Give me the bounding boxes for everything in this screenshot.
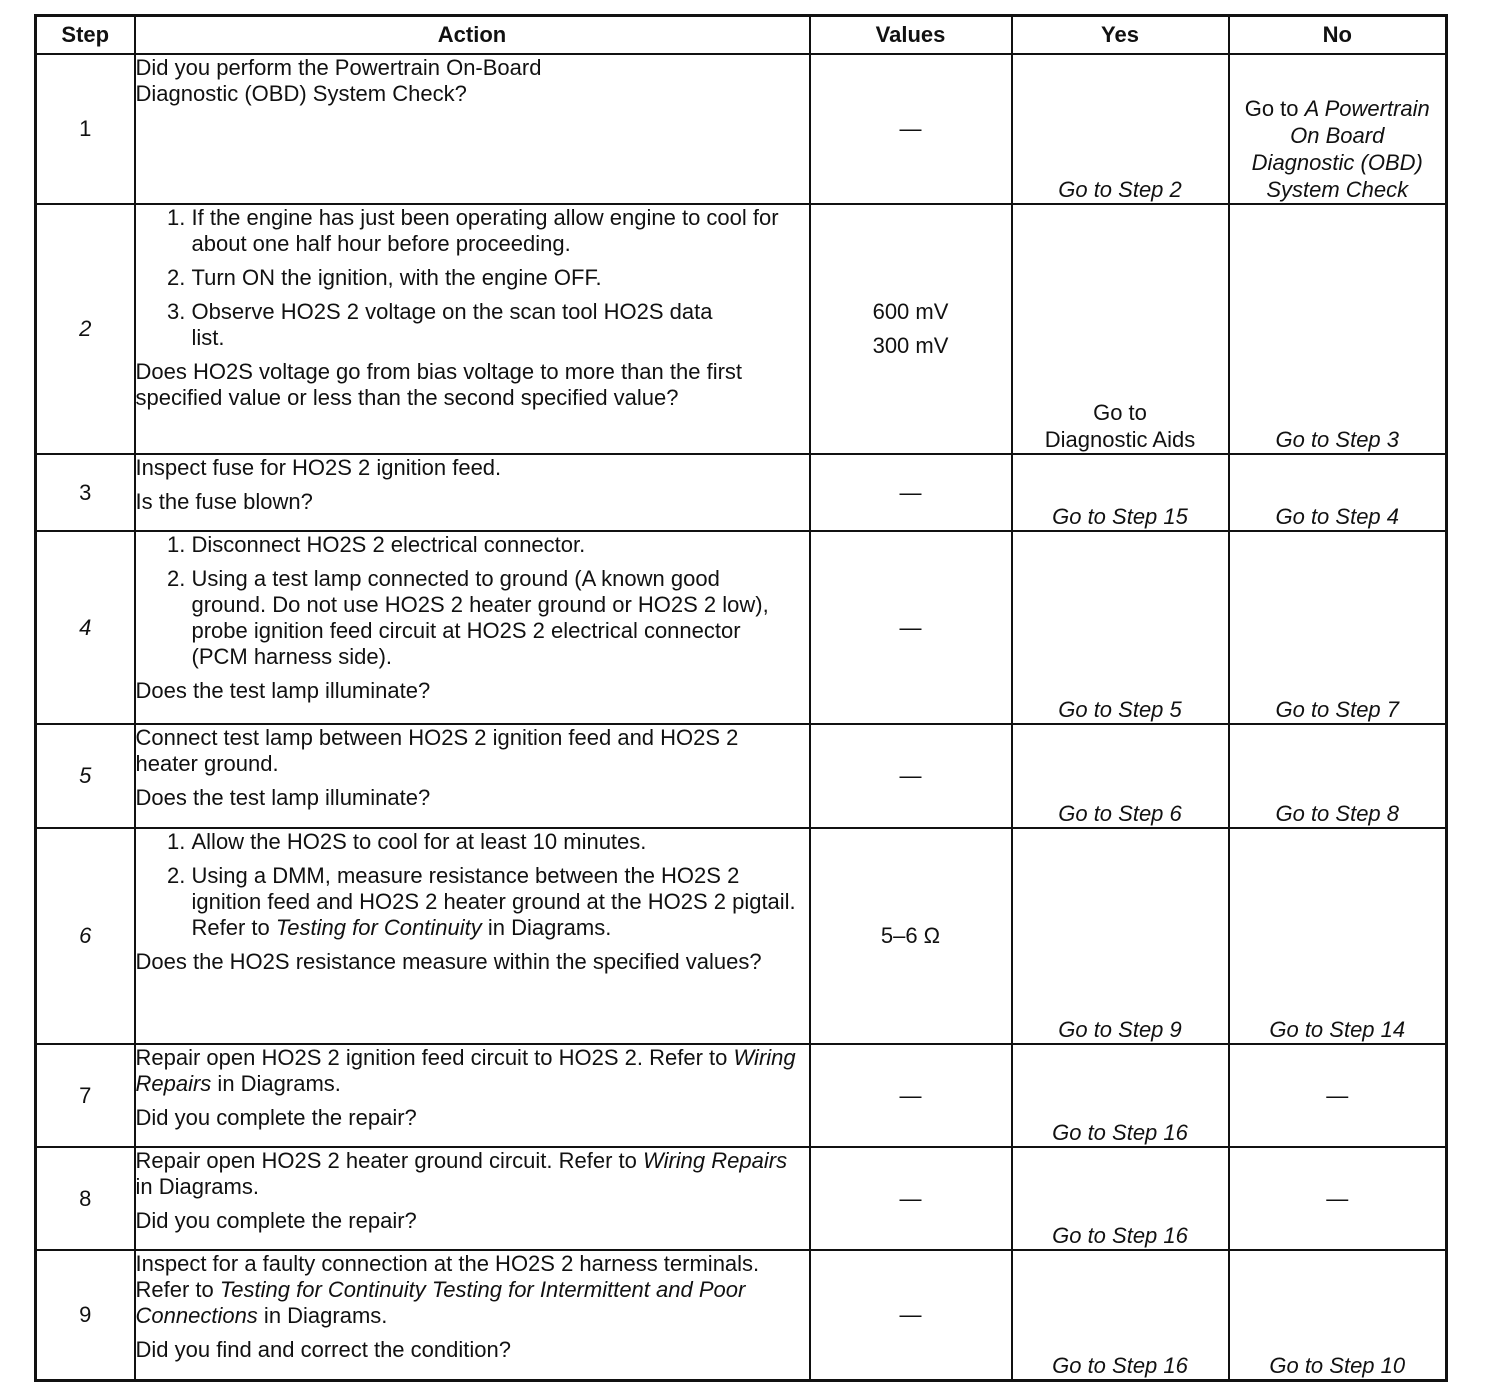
action-text-part: Repair open HO2S 2 ignition feed circuit to HO2S 2. Refer to (135, 1045, 734, 1070)
header-no: No (1229, 16, 1447, 55)
action-cell (135, 1250, 810, 1380)
action-text: Inspect fuse for HO2S 2 ignition feed. (135, 455, 502, 480)
action-step-item: 2. Using a test lamp connected to ground (A known good ground. Do not use HO2S 2 heater ground or HO2S 2 low), probe ignition feed circuit at HO2S 2 electrical connector (PCM harness side). (192, 566, 809, 670)
action-cell (135, 1044, 810, 1147)
reference-link-text: Wiring Repairs (643, 1148, 788, 1173)
action-text (136, 1251, 809, 1329)
yes-result: Go to Step 16 (1012, 1044, 1229, 1147)
no-result: Go to Step 10 (1229, 1250, 1447, 1380)
action-step-item: 3. Observe HO2S 2 voltage on the scan tool HO2S data list. (192, 299, 809, 351)
step-number: 2 (36, 204, 135, 454)
action-question: Did you perform the Powertrain On-Board Diagnostic (OBD) System Check? (135, 55, 542, 106)
values-cell: — (810, 1147, 1012, 1250)
yes-result: Go to Diagnostic Aids (1012, 204, 1229, 454)
action-steps (136, 205, 809, 351)
action-question: Did you complete the repair? (135, 1208, 417, 1233)
no-result-link: A Powertrain On Board Diagnostic (OBD) System Check (1251, 96, 1430, 202)
header-step: Step (36, 16, 135, 55)
values-cell (810, 204, 1012, 454)
no-result: Go to Step 3 (1229, 204, 1447, 454)
values-cell: — (810, 1250, 1012, 1380)
diagnostic-table (34, 14, 1448, 1382)
action-step-item: 1. If the engine has just been operating allow engine to cool for about one half hour before proceeding. (192, 205, 809, 257)
value-second: 300 mV (872, 333, 949, 358)
values-cell: — (810, 1044, 1012, 1147)
action-question: Does the test lamp illuminate? (135, 678, 431, 703)
step-number: 3 (36, 454, 135, 531)
action-step-item: 1. Allow the HO2S to cool for at least 10 minutes. (192, 829, 809, 855)
action-text-part: in Diagrams. (135, 1174, 259, 1199)
action-text-part: Repair open HO2S 2 heater ground circuit. Refer to (135, 1148, 643, 1173)
no-result-prefix: Go to (1244, 96, 1299, 121)
value-first: 600 mV (872, 299, 949, 324)
action-step-text: Using a DMM, measure resistance between the HO2S 2 ignition feed and HO2S 2 heater ground at the HO2S 2 pigtail. Refer to (191, 863, 796, 940)
no-result: Go to Step 14 (1229, 828, 1447, 1044)
action-text (136, 1148, 809, 1200)
action-steps (136, 532, 809, 670)
action-step-text: in Diagrams. (481, 915, 612, 940)
yes-result: Go to Step 2 (1012, 54, 1229, 204)
yes-result: Go to Step 16 (1012, 1250, 1229, 1380)
action-question: Does HO2S voltage go from bias voltage to more than the first specified value or less than the second specified value? (135, 359, 743, 410)
no-result: Go to Step 7 (1229, 531, 1447, 724)
action-text-part: in Diagrams. (211, 1071, 341, 1096)
action-question: Is the fuse blown? (135, 489, 313, 514)
step-number: 1 (36, 54, 135, 204)
action-question: Did you find and correct the condition? (135, 1337, 511, 1362)
no-result: — (1229, 1147, 1447, 1250)
values-cell: — (810, 531, 1012, 724)
header-action: Action (135, 16, 810, 55)
reference-link-text: Testing for Continuity (275, 915, 482, 940)
table-row (36, 1044, 1447, 1147)
action-step-item: 1. Disconnect HO2S 2 electrical connector. (192, 532, 809, 558)
reference-link-text: Wiring Repairs (135, 1045, 796, 1096)
yes-result: Go to Step 9 (1012, 828, 1229, 1044)
table-row (36, 204, 1447, 454)
values-cell: 5–6 Ω (810, 828, 1012, 1044)
header-row (36, 16, 1447, 55)
header-values: Values (810, 16, 1012, 55)
action-steps (136, 829, 809, 941)
values-cell: — (810, 724, 1012, 828)
no-result: — (1229, 1044, 1447, 1147)
step-number: 9 (36, 1250, 135, 1380)
reference-link-text: Testing for Continuity Testing for Intermittent and Poor Connections (135, 1277, 746, 1328)
header-yes: Yes (1012, 16, 1229, 55)
action-question: Does the test lamp illuminate? (135, 785, 431, 810)
action-step-item (192, 863, 809, 941)
action-cell (135, 828, 810, 1044)
table-row (36, 454, 1447, 531)
yes-result: Go to Step 16 (1012, 1147, 1229, 1250)
action-step-item: 2. Turn ON the ignition, with the engine OFF. (192, 265, 809, 291)
action-cell (135, 531, 810, 724)
step-number: 8 (36, 1147, 135, 1250)
table-row (36, 1147, 1447, 1250)
action-cell (135, 454, 810, 531)
action-text-part: Inspect for a faulty connection at the HO2S 2 harness terminals. Refer to (135, 1251, 760, 1302)
table-row (36, 828, 1447, 1044)
step-number: 7 (36, 1044, 135, 1147)
no-result: Go to Step 4 (1229, 454, 1447, 531)
action-cell (135, 54, 810, 204)
step-number: 5 (36, 724, 135, 828)
yes-result: Go to Step 6 (1012, 724, 1229, 828)
yes-result: Go to Step 5 (1012, 531, 1229, 724)
action-cell (135, 1147, 810, 1250)
action-text: Connect test lamp between HO2S 2 ignition feed and HO2S 2 heater ground. (135, 725, 739, 776)
values-cell: — (810, 454, 1012, 531)
action-text (136, 1045, 809, 1097)
table-row (36, 724, 1447, 828)
action-question: Did you complete the repair? (135, 1105, 417, 1130)
table-row (36, 531, 1447, 724)
values-cell: — (810, 54, 1012, 204)
yes-result: Go to Step 15 (1012, 454, 1229, 531)
action-text-part: in Diagrams. (257, 1303, 388, 1328)
action-cell (135, 724, 810, 828)
table-row (36, 1250, 1447, 1380)
table-row (36, 54, 1447, 204)
step-number: 6 (36, 828, 135, 1044)
action-question: Does the HO2S resistance measure within the specified values? (135, 949, 762, 974)
no-result: Go to Step 8 (1229, 724, 1447, 828)
no-result (1229, 54, 1447, 204)
action-cell (135, 204, 810, 454)
step-number: 4 (36, 531, 135, 724)
